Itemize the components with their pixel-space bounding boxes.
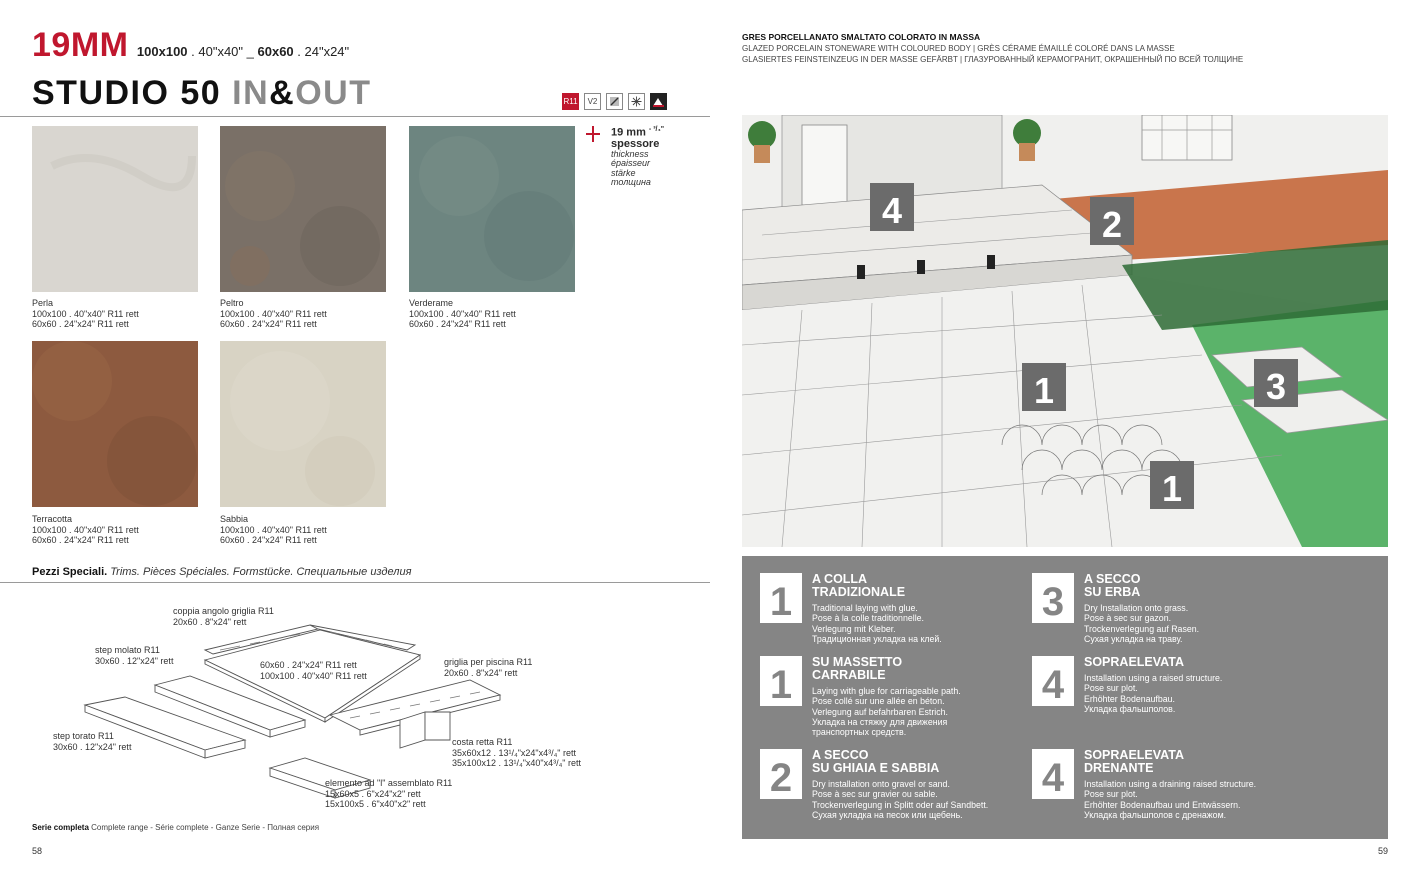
tile-swatch-peltro [220, 126, 386, 292]
tile-caption-peltro: Peltro 100x100 . 40"x40" R11 rett 60x60 . 24"x24" R11 rett [220, 298, 327, 329]
svg-text:3: 3 [1041, 580, 1065, 623]
thickness-big: 19MM [32, 26, 129, 64]
tile-swatch-terracotta [32, 341, 198, 507]
trim-label-costa: costa retta R11 35x60x12 . 13¹/₄"x24"x4³/₄" rett 35x100x12 . 13¹/₄"x40"x4³/₄" rett [452, 737, 581, 768]
svg-text:2: 2 [769, 756, 793, 799]
trim-label-griglia: griglia per piscina R11 20x60 . 8"x24" rett [444, 657, 533, 678]
thickness-icon [586, 124, 600, 144]
material-description: GRES PORCELLANATO SMALTATO COLORATO IN MASSA GLAZED PORCELAIN STONEWARE WITH COLOURED BODY | GRÈS CÉRAME ÉMAILLÉ COLORÉ DANS LA MASSE GLASIERTES FEINSTEINZEUG IN DER MASSE GEFÄRBT | ГЛАЗУРОВАННЫЙ КЕРАМОГРАНИТ, ОКРАШЕННЫЙ ПО ВСЕЙ ТОЛЩИНЕ [742, 32, 1244, 64]
header-sizes: 100x100 . 40"x40" _ 60x60 . 24"x24" [136, 44, 350, 59]
tile-caption-perla: Perla 100x100 . 40"x40" R11 rett 60x60 . 24"x24" R11 rett [32, 298, 139, 329]
trims-heading: Pezzi Speciali. Trims. Pièces Spéciales. Formstücke. Специальные изделия [32, 566, 412, 578]
complete-range-note: Serie completa Complete range - Série complete - Ganze Serie - Полная серия [32, 823, 320, 832]
marker-1-icon [760, 656, 802, 706]
installation-methods-panel: 1 A COLLA TRADIZIONALE Traditional laying with glue. Pose à la colle traditionnelle. Verlegung mit Kleber. Традиционная укладка на клей. 1 SU MASSETTO CARRABILE Laying with glue for carriageable path. Pose collé sur une allée en béton. Verlegung auf befahrbaren Estrich. Укладка на стяжку для движения транспортных средств. 2 A SECCO SU GHIAIA E SABBIA Dry installation onto gravel or sand. Pose à sec sur gravier ou sable. Trockenverlegung in Splitt oder auf Sandbett. Сухая укладка на песок или щебень. 3 A SECCO SU ERBA Dry Installation onto grass. Pose à sec sur gazon. Trockenverlegung auf Rasen. Сухая укладка на траву. 4 SOPRAELEVATA Installation using a raised structure. Pose sur plot. Erhöhter Bodenaufbau. Укладка фальшполов. 4 SOPRAELEVATA DRENANTE Installation using a draining raised structure. Pose sur plot. Erhöhter Bodenaufbau und Entwässern. Укладка фальшполов с дренажом. [742, 556, 1388, 839]
trim-label-center: 60x60 . 24"x24" R11 rett 100x100 . 40"x40" R11 rett [260, 660, 367, 681]
tile-caption-terracotta: Terracotta 100x100 . 40"x40" R11 rett 60x60 . 24"x24" R11 rett [32, 514, 139, 545]
svg-text:4: 4 [1041, 756, 1065, 799]
tile-swatch-perla [32, 126, 198, 292]
svg-text:2: 2 [1101, 204, 1123, 245]
trim-label-elemento: elemento ad "l" assemblato R11 15x60x5 . 6"x24"x2" rett 15x100x5 . 6"x40"x2" rett [325, 778, 453, 809]
trim-label-step-torato: step torato R11 30x60 . 12"x24" rett [53, 731, 132, 752]
v2-badge: V2 [584, 93, 601, 110]
installation-render [742, 115, 1388, 547]
marker-2-icon [760, 749, 802, 799]
page-number-right: 59 [1378, 846, 1389, 856]
marker-4-icon [1032, 656, 1074, 706]
trim-label-coppia: coppia angolo griglia R11 20x60 . 8"x24" rett [173, 606, 274, 627]
r11-badge: R11 [562, 93, 579, 110]
thickness-header [32, 26, 349, 65]
feature-badges [562, 93, 667, 110]
svg-text:1: 1 [1161, 468, 1183, 509]
trim-label-step-molato: step molato R11 30x60 . 12"x24" rett [95, 645, 174, 666]
page-number-left: 58 [32, 846, 43, 856]
svg-text:3: 3 [1265, 366, 1287, 407]
marker-1-icon [760, 573, 802, 623]
tile-caption-verderame: Verderame 100x100 . 40"x40" R11 rett 60x60 . 24"x24" R11 rett [409, 298, 516, 329]
tile-swatch-verderame [409, 126, 575, 292]
collection-title: STUDIO 50 IN&OUT [32, 74, 372, 112]
trims-divider [0, 582, 710, 583]
svg-text:4: 4 [881, 190, 903, 231]
header-divider [0, 116, 710, 117]
svg-text:1: 1 [1033, 370, 1055, 411]
marker-3-icon [1032, 573, 1074, 623]
outdoor-icon [650, 93, 667, 110]
svg-text:4: 4 [1041, 663, 1065, 706]
frost-resistant-icon [628, 93, 645, 110]
svg-text:1: 1 [769, 663, 793, 706]
tile-caption-sabbia: Sabbia 100x100 . 40"x40" R11 rett 60x60 . 24"x24" R11 rett [220, 514, 327, 545]
svg-text:1: 1 [769, 580, 793, 623]
tile-swatch-sabbia [220, 341, 386, 507]
marker-4-icon [1032, 749, 1074, 799]
glaze-icon [606, 93, 623, 110]
